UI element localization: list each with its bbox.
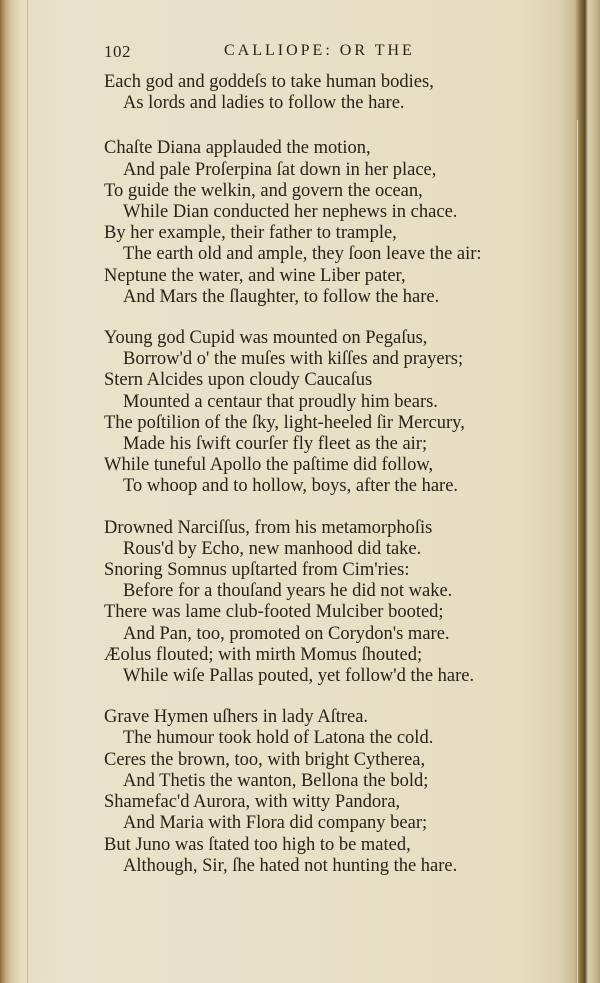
verse-line: And Mars the ſlaughter, to follow the hare.	[123, 286, 440, 307]
verse-line: Young god Cupid was mounted on Pegaſus,	[104, 328, 428, 349]
verse-line: Made his ſwift courſer fly fleet as the air;	[123, 434, 428, 455]
verse-line: The poſtilion of the ſky, light-heeled ſir Mercury,	[104, 412, 465, 433]
stanza-fragment	[104, 72, 574, 114]
verse-line: While tuneful Apollo the paſtime did follow,	[104, 455, 434, 476]
verse-line: While wiſe Pallas pouted, yet follow'd the hare.	[123, 666, 475, 687]
verse-line: The earth old and ample, they ſoon leave the air:	[123, 244, 482, 265]
verse-line: Although, Sir, ſhe hated not hunting the hare.	[123, 855, 458, 876]
verse-line: And Thetis the wanton, Bellona the bold;	[123, 770, 429, 791]
stanza	[104, 518, 574, 688]
verse-line: Each god and goddeſs to take human bodies,	[104, 72, 434, 92]
verse-line: Borrow'd o' the muſes with kiſſes and prayers;	[123, 349, 464, 370]
verse-line: By her example, their father to trample,	[104, 223, 397, 244]
verse-line: To guide the welkin, and govern the ocean,	[104, 180, 423, 201]
verse-line: While Dian conducted her nephews in chace.	[123, 202, 458, 223]
verse-line: The humour took hold of Latona the cold.	[123, 728, 434, 749]
verse-line: Neptune the water, and wine Liber pater,	[104, 265, 406, 286]
verse-line: Æolus flouted; with mirth Momus ſhouted;	[104, 644, 423, 665]
verse-line: Chaſte Diana applauded the motion,	[104, 138, 371, 159]
verse-line: Rous'd by Echo, new manhood did take.	[123, 538, 422, 559]
verse-line: Drowned Narciſſus, from his metamorphoſis	[104, 517, 433, 538]
verse-line: And pale Proſerpina ſat down in her place,	[123, 159, 437, 180]
running-title: CALLIOPE: OR THE	[224, 42, 415, 59]
stanza	[104, 707, 574, 877]
verse-line: Grave Hymen uſhers in lady Aſtrea.	[104, 707, 369, 728]
running-head	[104, 42, 564, 66]
stanza	[104, 138, 574, 308]
page-number: 102	[104, 42, 131, 61]
verse-line: And Maria with Flora did company bear;	[123, 813, 428, 834]
verse-line: And Pan, too, promoted on Corydon's mare.	[123, 623, 450, 644]
verse-line: To whoop and to hollow, boys, after the hare.	[123, 476, 459, 497]
verse-line: Snoring Somnus upſtarted from Cim'ries:	[104, 560, 410, 581]
verse-line: Ceres the brown, too, with bright Cytherea,	[104, 749, 426, 770]
verse-line: There was lame club-footed Mulciber booted;	[104, 602, 444, 623]
verse-line: Stern Alcides upon cloudy Caucaſus	[104, 370, 373, 391]
verse-line: Shamefac'd Aurora, with witty Pandora,	[104, 792, 401, 813]
verse-line: Mounted a centaur that proudly him bears.	[123, 391, 438, 412]
verse-line: But Juno was ſtated too high to be mated,	[104, 834, 411, 855]
poem-body	[104, 72, 574, 897]
verse-line: Before for a thouſand years he did not wake.	[123, 581, 453, 602]
verse-line: As lords and ladies to follow the hare.	[123, 93, 405, 114]
stanza	[104, 328, 574, 498]
